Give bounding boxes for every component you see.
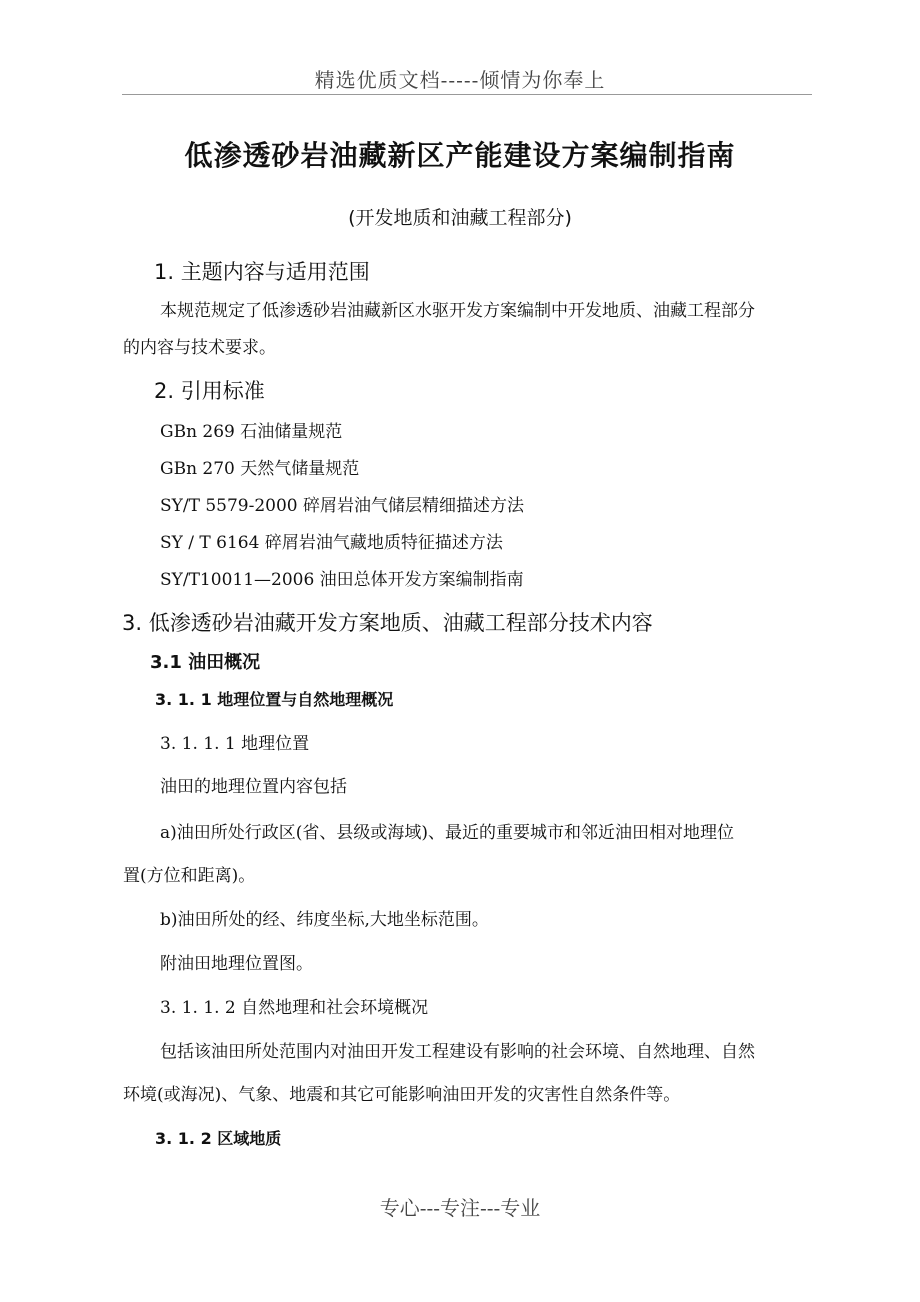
item-a-line-1: a)油田所处行政区(省、县级或海域)、最近的重要城市和邻近油田相对地理位: [160, 823, 735, 843]
section-3-1-1-2-heading: 3. 1. 1. 2 自然地理和社会环境概况: [160, 998, 429, 1018]
header-divider: [122, 94, 812, 95]
reference-item: SY / T 6164 碎屑岩油气藏地质特征描述方法: [160, 533, 503, 553]
section-1-heading: 1. 主题内容与适用范围: [154, 260, 370, 284]
page-header: 精选优质文档-----倾情为你奉上: [314, 68, 606, 92]
section-3-heading: 3. 低渗透砂岩油藏开发方案地质、油藏工程部分技术内容: [122, 611, 653, 635]
document-title: 低渗透砂岩油藏新区产能建设方案编制指南: [184, 139, 736, 172]
reference-item: GBn 269 石油储量规范: [160, 422, 343, 442]
attach-map-note: 附油田地理位置图。: [160, 954, 313, 974]
page-footer: 专心---专注---专业: [379, 1196, 541, 1220]
item-b: b)油田所处的经、纬度坐标,大地坐标范围。: [160, 910, 489, 930]
reference-item: SY/T 5579-2000 碎屑岩油气储层精细描述方法: [160, 496, 525, 516]
section-3-1-heading: 3.1 油田概况: [150, 652, 261, 673]
reference-item: SY/T10011—2006 油田总体开发方案编制指南: [160, 570, 524, 590]
section-1-paragraph-line-1: 本规范规定了低渗透砂岩油藏新区水驱开发方案编制中开发地质、油藏工程部分: [160, 301, 755, 321]
section-3-1-2-heading: 3. 1. 2 区域地质: [155, 1129, 282, 1148]
item-a-line-2: 置(方位和距离)。: [123, 866, 256, 886]
section-1-paragraph-line-2: 的内容与技术要求。: [123, 338, 276, 358]
environment-line-1: 包括该油田所处范围内对油田开发工程建设有影响的社会环境、自然地理、自然: [160, 1042, 755, 1062]
location-intro: 油田的地理位置内容包括: [160, 777, 347, 797]
section-2-heading: 2. 引用标准: [154, 379, 265, 403]
document-subtitle: (开发地质和油藏工程部分): [348, 207, 572, 229]
reference-item: GBn 270 天然气储量规范: [160, 459, 360, 479]
section-3-1-1-heading: 3. 1. 1 地理位置与自然地理概况: [155, 690, 394, 709]
section-3-1-1-1-heading: 3. 1. 1. 1 地理位置: [160, 734, 310, 754]
environment-line-2: 环境(或海况)、气象、地震和其它可能影响油田开发的灾害性自然条件等。: [123, 1085, 681, 1105]
